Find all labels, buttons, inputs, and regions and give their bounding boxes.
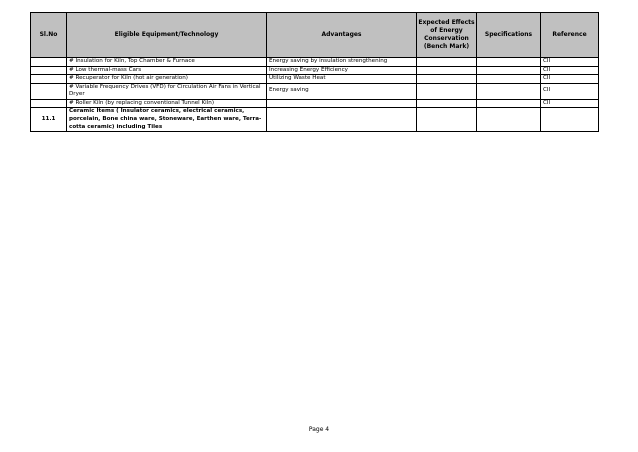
cell-specifications <box>477 75 541 84</box>
table-row <box>31 83 599 99</box>
cell-expected <box>417 66 477 75</box>
cell-equipment: # Roller Kiln (by replacing conventional Tunnel Kiln) <box>67 99 267 108</box>
table-row <box>31 66 599 75</box>
cell-expected <box>417 58 477 67</box>
equipment-table <box>30 12 599 132</box>
cell-slno <box>31 99 67 108</box>
cell-specifications <box>477 99 541 108</box>
header-advantages: Advantages <box>267 13 417 58</box>
cell-advantages: Energy saving <box>267 83 417 99</box>
cell-reference: CII <box>541 66 599 75</box>
cell-specifications <box>477 58 541 67</box>
cell-reference: CII <box>541 58 599 67</box>
cell-equipment: # Low thermal-mass Cars <box>67 66 267 75</box>
cell-advantages: Utilizing Waste Heat <box>267 75 417 84</box>
table-row <box>31 58 599 67</box>
cell-slno <box>31 58 67 67</box>
header-equipment: Eligible Equipment/Technology <box>67 13 267 58</box>
header-expected-effects: Expected Effects of Energy Conservation (Bench Mark) <box>417 13 477 58</box>
cell-reference: CII <box>541 83 599 99</box>
header-reference: Reference <box>541 13 599 58</box>
cell-expected <box>417 99 477 108</box>
cell-slno <box>31 66 67 75</box>
cell-slno <box>31 75 67 84</box>
cell-equipment: Ceramic Items ( Insulator ceramics, electrical ceramics, porcelain, Bone china ware, Stoneware, Earthen ware, Terra-cotta ceramic) including Tiles <box>67 108 267 132</box>
cell-expected <box>417 75 477 84</box>
cell-equipment: # Insulation for Kiln, Top Chamber & Furnace <box>67 58 267 67</box>
cell-specifications <box>477 108 541 132</box>
cell-slno: 11.1 <box>31 108 67 132</box>
cell-advantages <box>267 108 417 132</box>
cell-equipment: # Variable Frequency Drives (VFD) for Circulation Air Fans in Vertical Dryer <box>67 83 267 99</box>
cell-advantages: Energy saving by insulation strengthening <box>267 58 417 67</box>
cell-advantages: Increasing Energy Efficiency <box>267 66 417 75</box>
header-specifications: Specifications <box>477 13 541 58</box>
page-number: Page 4 <box>308 426 330 433</box>
cell-specifications <box>477 66 541 75</box>
cell-expected <box>417 108 477 132</box>
table-row <box>31 108 599 132</box>
header-row <box>31 13 599 58</box>
cell-specifications <box>477 83 541 99</box>
cell-reference: CII <box>541 75 599 84</box>
cell-slno <box>31 83 67 99</box>
cell-advantages <box>267 99 417 108</box>
cell-equipment: # Recuperator for Kiln (hot air generation) <box>67 75 267 84</box>
cell-reference: CII <box>541 99 599 108</box>
table-row <box>31 99 599 108</box>
cell-expected <box>417 83 477 99</box>
cell-reference <box>541 108 599 132</box>
table-row <box>31 75 599 84</box>
header-slno: Sl.No <box>31 13 67 58</box>
